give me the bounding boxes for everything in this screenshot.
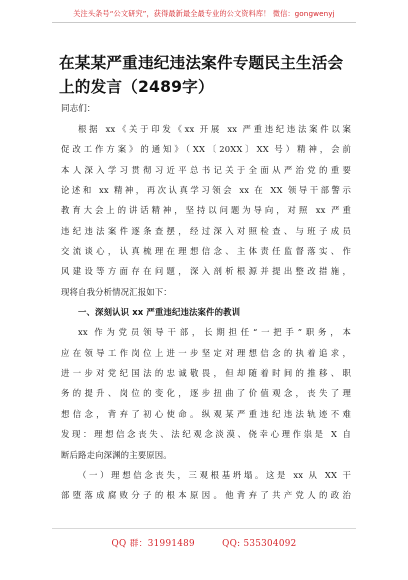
- body-line: 根据 xx《关于印发《xx 开展 xx 严重违纪违法案件以案: [78, 124, 351, 134]
- body-line: 论述和 xx 精神，再次认真学习领会 xx 在 XX 领导干部警示: [61, 185, 351, 196]
- body-line: 风建设等方面存在问题，深入剖析根源并提出整改措施，: [61, 266, 351, 277]
- body-line: 务的提升、岗位的变化，逐步扭曲了价值观念，丧失了理: [61, 388, 351, 399]
- header-divider: [52, 22, 356, 23]
- body-line: 现将自我分析情况汇报如下：: [61, 286, 172, 297]
- body-line: xx 作为党员领导干部，长期担任“一把手”职务，本: [78, 327, 351, 338]
- body-line: （一）理想信念丧失，三观根基坍塌。这是 xx 从 XX 干: [78, 469, 351, 480]
- body-line: 想信念，背弃了初心使命。纵观某严重违纪违法轨迹不难: [61, 408, 351, 419]
- salutation: 同志们：: [61, 104, 96, 114]
- footer-contact: [0, 536, 408, 549]
- body-line: 促改工作方案》的通知》（XX〔20XX〕XX 号）精神，会前: [61, 144, 351, 155]
- body-line: 部堕落成腐败分子的根本原因。他背弃了共产党人的政治: [61, 490, 351, 501]
- body-line: 应在领导工作岗位上进一步坚定对理想信念的执着追求，: [61, 347, 351, 358]
- document-title: 在某某严重违纪违法案件专题民主生活会上的发言（2489字）: [59, 54, 344, 96]
- body-line: 教育大会上的讲话精神，坚持以问题为导向，对照 xx 严重: [61, 205, 351, 216]
- header-banner: 关注头条号“公文研究”，获得最新最全最专业的公文资料库！ 微信：gongwenyj: [73, 9, 335, 18]
- qq-group-number: QQ 群：31991489: [111, 539, 195, 549]
- body-line: 断后路走向深渊的主要原因。: [61, 449, 172, 460]
- body-line: 发现：理想信念丧失、法纪观念淡漠、侥幸心理作祟是 X 自: [61, 429, 351, 440]
- qq-contact-number: QQ: 535304092: [222, 539, 297, 549]
- body-line: 本人深入学习贯彻习近平总书记关于全面从严治党的重要: [61, 164, 351, 175]
- document-body: [61, 119, 351, 506]
- body-line: 交流谈心，认真梳理在理想信念、主体责任监督落实、作: [61, 246, 351, 257]
- body-line: 进一步对党纪国法的忠诚敬畏，但却随着时间的推移、职: [61, 368, 351, 379]
- body-line: 违纪违法案件逐条查摆，经过深入对照检查、与班子成员: [61, 225, 351, 236]
- section-heading: 一、深刻认识 xx 严重违纪违法案件的教训: [78, 307, 241, 318]
- footer-divider: [52, 528, 356, 529]
